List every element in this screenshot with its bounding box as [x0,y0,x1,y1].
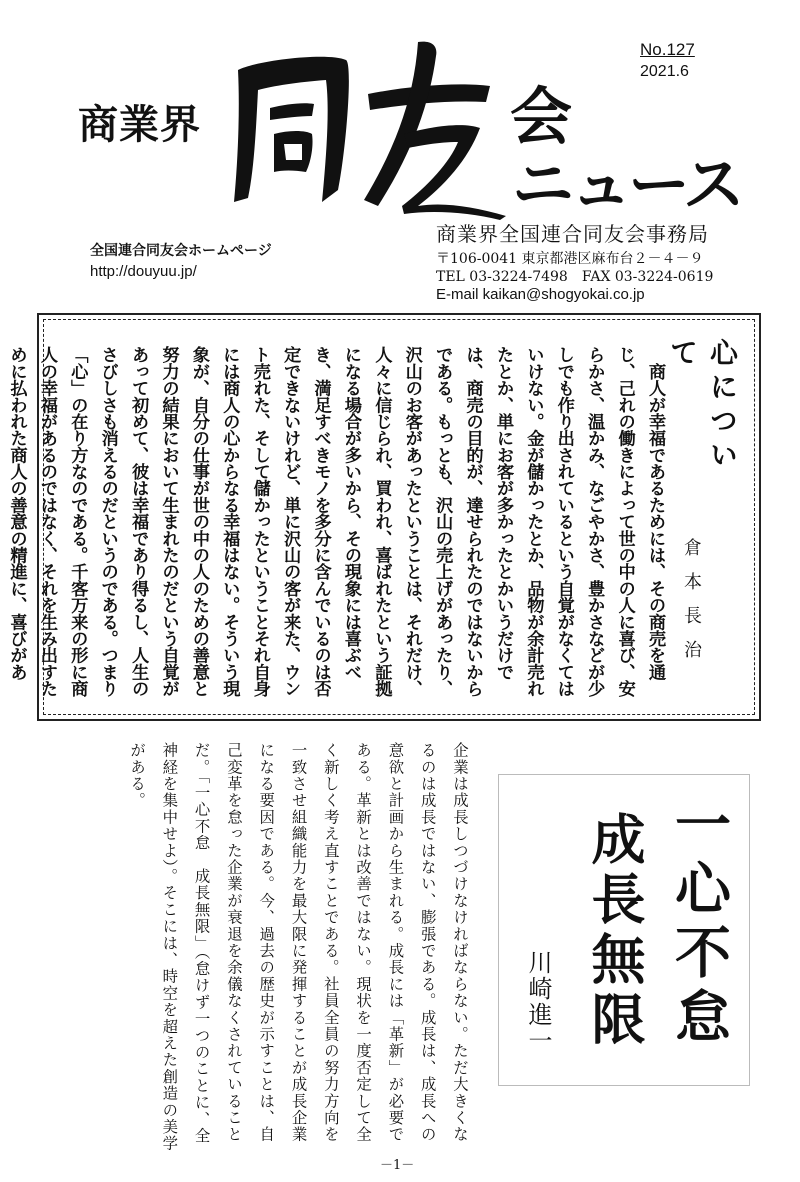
article-author: 倉本長治 [681,538,702,674]
article-title: 心について [666,338,739,474]
brand-kai: 会 [510,80,573,153]
calligraphy-line2: 成長無限 [583,811,647,1051]
brand-prefix: 商業界 [78,102,201,148]
org-email[interactable]: E-mail kaikan@shogyokai.co.jp [436,286,645,303]
issue-date: 2021.6 [640,63,689,80]
org-address: 〒106-0041 東京都港区麻布台２－４－９ [436,251,704,267]
homepage-link[interactable]: http://douyuu.jp/ [90,263,197,280]
calligraphy-signature: 川崎進一 [524,950,552,1054]
lower-body-text: 企業は成長しつづけなければならない。ただ大きくなるのは成長ではない、膨張である。成長は、成長への意欲と計画から生まれる。成長には「革新」が必要である。革新とは改善ではない。現状を一度否定して全く新しく考え直すことである。社員全員の努力方向を一致させ組織能力を最大限に発揮することが成長企業になる要因である。今、過去の歴史が示すことは、自己変革を怠った企業が衰退を余儀なくされていることだ。「一心不怠 成長無限」（怠けず一つのことに、全神経を集中せよ）。そこには、時空を超えた創造の美学がある。 [128,742,469,1152]
page-number: －1－ [380,1158,415,1173]
brand-news: ニュース [512,148,741,221]
issue-number: No.127 [640,40,695,59]
lower-body [56,742,476,1152]
article-body [6,346,670,706]
homepage-label: 全国連合同友会ホームページ [90,243,272,259]
calligraphy-line1: 一心不怠 [666,795,732,1051]
org-name: 商業界全国連合同友会事務局 [436,222,709,246]
org-tel-fax: TEL 03-3224-7498 FAX 03-3224-0619 [436,269,714,285]
article-text: 商人が幸福であるためには、その商売を通じ、己れの働きによって世の中の人に喜び、安らかさ、温かみ、なごやかさ、豊かさなどが少しでも作り出されているという自覚がなくてはいけない。金が儲かったとか、品物が余計売れたとか、単にお客が多かったとかいうだけでは、商売の目的が、達せられたのではないからである。もっとも、沢山の売上げがあったり、沢山のお客があったということは、それだけ、人々に信じられ、買われ、喜ばれたという証拠になる場合が多いから、その現象には喜ぶべき、満足すべきモノを多分に含んでいるのは否定できないけれど、単に沢山の客が来た、ウント売れた、そして儲かったということそれ自身には商人の心からなる幸福はない。そういう現象が、自分の仕事が世の中の人のための善意と努力の結果において生まれたのだという自覚があって初めて、彼は幸福であり得るし、人生のさびしさも消えるのだというのである。つまり「心」の在り方なのである。千客万来の形に商人の幸福があるのではなく、それを生み出すために払われた商人の善意の精進に、喜びがあ [6,346,665,697]
brand-logo [218,30,518,220]
